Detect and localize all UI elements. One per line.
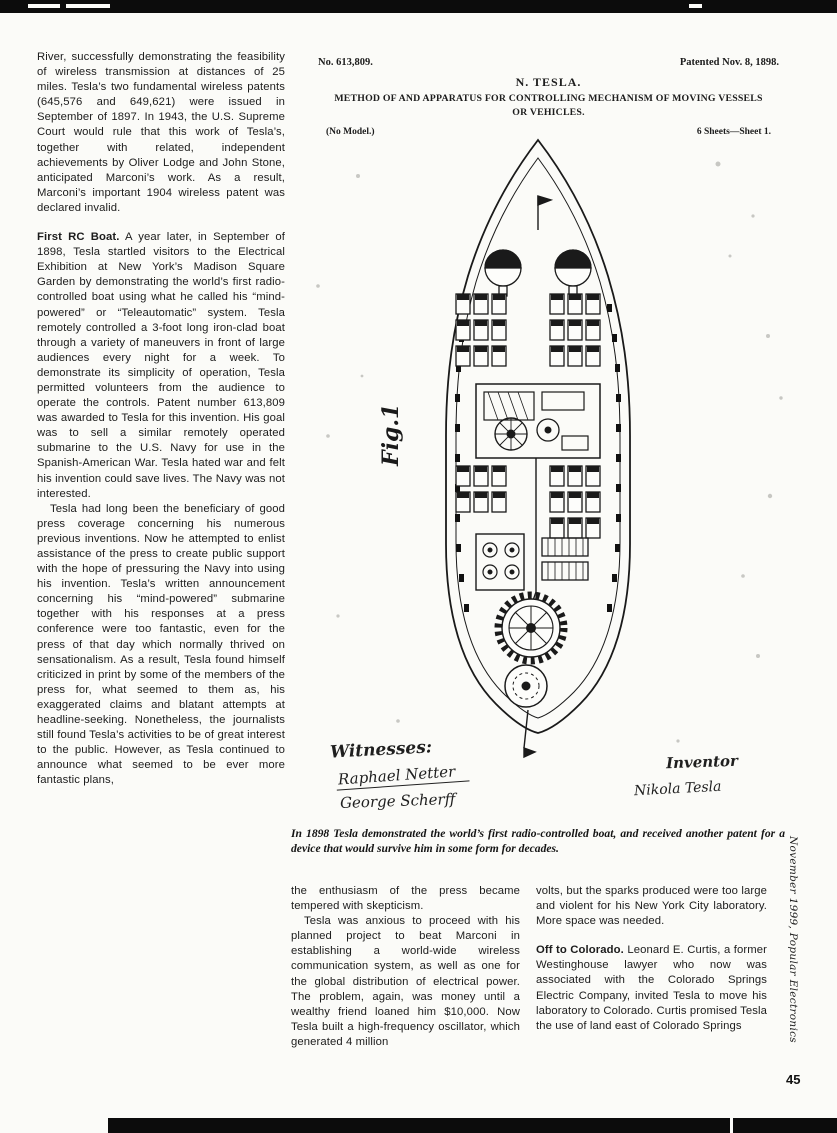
patent-title-line2: OR VEHICLES. <box>512 107 585 118</box>
print-registration-mark <box>66 4 110 8</box>
inventor-signature: Nikola Tesla <box>633 778 722 800</box>
patent-no-model: (No Model.) <box>326 127 375 137</box>
patent-inventor-name: N. TESLA. <box>515 75 582 89</box>
stern-disc <box>505 665 547 707</box>
section-lead-off-to-colorado: Off to Colorado. <box>536 944 624 957</box>
signal-device-pair <box>485 250 591 296</box>
paragraph: the enthusiasm of the press became tempered with skepticism. <box>291 885 520 913</box>
paragraph-text: A year later, in September of 1898, Tesla startled visitors to the Electrical Exhibition at New York’s Madison Square Garden by demonstrating the world’s first radio-controlled boat using what he called his “mind-powered” or “Teleautomatic” system. Tesla remotely controlled a 3-foot long iron-clad boat through a variety of maneuvers in front of large audiences every night for a week. To demonstrate its simplicity of operation, Tesla permitted volunteers from the audience to operate the controls. Patent number 613,809 was awarded to Tesla for this invention. His goal was to sell a similar remotely operated submarine to the U.S. Navy for use in the Spanish-American War. Tesla hated war and felt his invention could save lives. The Navy was not interested. <box>37 231 286 500</box>
coil-blocks <box>542 538 588 580</box>
patent-sheet: 6 Sheets—Sheet 1. <box>696 127 771 137</box>
print-registration-mark <box>689 4 702 8</box>
paragraph: Tesla was anxious to proceed with his planned project to beat Marconi in establishing a world-wide wireless communication system, as well as one for the global distribution of electrical power. The problem, again, was money until a wealthy friend loaned him $10,000. Now Tesla built a high-frequency oscillator, which generated 4 million <box>291 915 520 1048</box>
patent-number: No. 613,809. <box>318 57 373 68</box>
paragraph-text: Leonard E. Curtis, a former Westinghouse lawyer who now was associated with the Colorado Springs Electric Company, invited Tesla to move his laboratory to Colorado. Curtis promised Tesla the use of land east of Colorado Springs <box>536 944 767 1032</box>
control-mechanism <box>476 384 600 458</box>
figure-caption: In 1898 Tesla demonstrated the world’s first radio-controlled boat, and received another patent for a device that would survive him in some form for decades. <box>291 827 785 855</box>
print-registration-mark <box>28 4 60 8</box>
issue-margin-text: November 1999, Popular Electronics <box>787 836 799 1043</box>
rudder <box>524 710 535 757</box>
bottom-edge-bar <box>108 1118 837 1133</box>
motor-terminals <box>476 534 524 590</box>
bow-mast <box>538 196 551 230</box>
figure-label: Fig.1 <box>378 403 404 466</box>
article-column-left <box>37 50 285 789</box>
drive-shaft <box>531 458 536 606</box>
paragraph <box>536 943 767 1034</box>
witnesses-label: Witnesses: <box>329 737 433 763</box>
patent-header <box>296 57 801 137</box>
article-column-right <box>536 884 767 1034</box>
battery-bank-lower <box>456 466 600 538</box>
patent-date: Patented Nov. 8, 1898. <box>679 57 779 68</box>
witness-signature-2: George Scherff <box>339 789 456 813</box>
battery-bank-upper <box>456 294 600 366</box>
paragraph: River, successfully demonstrating the feasibility of wireless transmission at distances of 25 miles. Tesla’s two fundamental wireless patents (645,576 and 649,621) were issued in September of 1897. In 1943, the U.S. Supreme Court would rule that this work of Tesla’s, together with related, independent achievements by Oliver Lodge and John Stone, anticipated Marconi’s work. As a result, Marconi’s important 1904 wireless patent was declared invalid. <box>37 51 285 214</box>
inventor-label: Inventor <box>665 751 739 773</box>
patent-drawing-boat <box>298 136 803 776</box>
main-gear <box>498 595 564 661</box>
section-lead-first-rc-boat: First RC Boat. <box>37 231 120 244</box>
paragraph: Tesla had long been the beneficiary of good press coverage concerning his numerous previous inventions. Now he attempted to enlist assistance of the press to create public support with the hope of pressuring the Navy into using his invention. Tesla’s written announcement concerning his “mind-powered” submarine together with his responses at a press conference were too fantastic, even for the press of that day which normally thrived on sensationalism. As a result, Tesla found himself criticized in print by some of the members of the press for, what seemed to them as, his exaggerated claims and blatant attempts at headline-seeking. Nonetheless, the journalists still found Tesla’s activities to be of great interest to the public. However, as Tesla continued to announce what seemed to be ever more fantastic plans, <box>37 502 285 787</box>
paragraph <box>37 230 285 502</box>
paragraph: volts, but the sparks produced were too large and violent for his New York City laboratory. More space was needed. <box>536 885 767 928</box>
patent-title-line1: METHOD OF AND APPARATUS FOR CONTROLLING MECHANISM OF MOVING VESSELS <box>334 93 763 104</box>
top-edge-bar <box>0 0 837 13</box>
article-column-middle <box>291 884 520 1050</box>
patent-header-row <box>296 57 801 68</box>
witness-signature-1: Raphael Netter <box>335 761 469 790</box>
print-registration-mark <box>730 1118 733 1133</box>
page-number: 45 <box>786 1072 801 1087</box>
